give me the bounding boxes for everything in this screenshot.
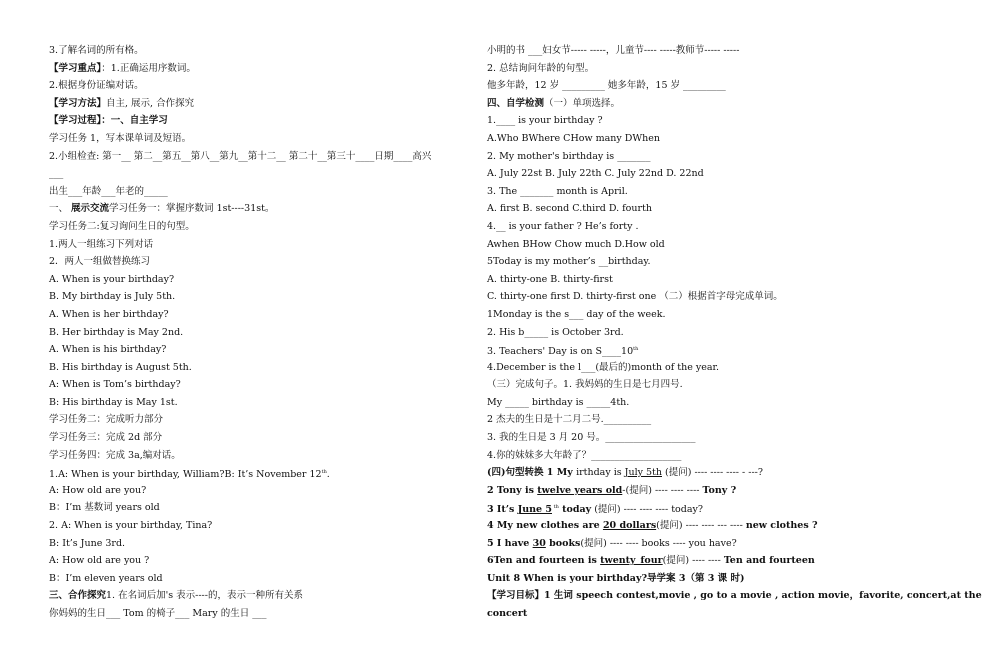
text-segment: Tony ? (702, 484, 737, 496)
right-text-line (487, 517, 907, 535)
right-text-line (487, 605, 907, 623)
left-text-line (49, 236, 467, 254)
text-segment: 2. 总结询问年龄的句型。 (487, 62, 595, 74)
left-text-line (49, 42, 467, 60)
right-text-line (487, 464, 907, 482)
text-segment: 2.小组检查: 第一__ 第二__第五__第八__第九__第十二__ 第二十__第三十____日期____高兴 (49, 150, 432, 162)
text-segment: th (321, 469, 327, 476)
left-text-line (49, 587, 467, 605)
text-segment: June 5 (517, 504, 552, 516)
text-segment: 3. Teachers' Day is on S____10 (487, 346, 634, 358)
text-segment: （一）单项选择。 (544, 97, 621, 109)
text-segment: 展示交流 (71, 203, 110, 215)
right-text-line (487, 359, 907, 377)
text-segment: 你妈妈的生日___ Tom 的椅子___ Mary 的生日 ___ (49, 608, 267, 619)
text-segment: 出生___年龄___年老的_____ (49, 185, 168, 197)
text-segment: B. My birthday is July 5th. (49, 291, 176, 303)
left-text-line (49, 535, 467, 553)
right-text-line (487, 535, 907, 553)
text-segment: A: When is Tom’s birthday? (49, 379, 181, 391)
right-text-line (487, 218, 907, 236)
text-segment: 小明的书 ___妇女节----- -----，儿童节---- -----教师节----- ----- (487, 45, 740, 56)
left-text-line (49, 200, 467, 218)
text-segment: ：1.正确运用序数词。 (101, 62, 196, 74)
left-text-line (49, 148, 467, 166)
right-text-line (487, 130, 907, 148)
text-segment: new clothes ? (745, 520, 818, 532)
text-segment: 2. My mother's birthday is _______ (487, 150, 651, 162)
text-segment: A. thirty-one B. thirty-first (487, 273, 613, 285)
text-segment: A. When is your birthday? (49, 273, 175, 285)
text-segment: 2.根据身份证编对话。 (49, 80, 144, 92)
left-text-line (49, 411, 467, 429)
right-text-line (487, 552, 907, 570)
left-text-line (49, 218, 467, 236)
right-text-line (487, 236, 907, 254)
right-text-line (487, 42, 907, 60)
text-segment: B：I’m 基数词 years old (49, 502, 160, 514)
text-segment: 2．两人一组做替换练习 (49, 256, 151, 268)
text-segment: 30 (532, 537, 546, 549)
left-text-line (49, 130, 467, 148)
right-text-line (487, 499, 907, 517)
left-text-line (49, 95, 467, 113)
text-segment: A. When is his birthday? (49, 344, 167, 356)
text-segment: C. thirty-one first D. thirty-first one （二）根据首字母完成单词。 (487, 291, 783, 303)
text-segment: ___ (49, 168, 64, 180)
left-text-line (49, 288, 467, 306)
text-segment: 四、自学检测 (487, 97, 545, 109)
left-text-line (49, 376, 467, 394)
text-segment: 【学习重点】 (49, 62, 102, 74)
left-text-line (49, 77, 467, 95)
text-segment: A. When is her birthday? (49, 308, 169, 320)
right-text-line (487, 271, 907, 289)
left-text-line (49, 60, 467, 78)
text-segment: 1Monday is the s___ day of the week. (487, 308, 666, 320)
right-column (487, 42, 982, 623)
left-text-line (49, 306, 467, 324)
left-text-line (49, 552, 467, 570)
text-segment: 他多年龄，12 岁 _________ 她多年龄，15 岁 _________ (487, 80, 726, 92)
text-segment: 4 My new clothes are (487, 520, 603, 532)
text-segment: (提问) ---- ---- (662, 555, 724, 567)
text-segment: Ten and fourteen (723, 555, 815, 567)
text-segment: （三）完成句子。1. 我妈妈的生日是七月四号. (487, 379, 683, 391)
right-text-line (487, 288, 907, 306)
text-segment: 3. 我的生日是 3 月 20 号。___________________ (487, 432, 696, 444)
text-segment: My _____ birthday is _____4th. (487, 396, 630, 408)
text-segment: . (326, 469, 330, 481)
right-text-line (487, 429, 907, 447)
right-text-line (487, 200, 907, 218)
right-text-line (487, 253, 907, 271)
left-text-line (49, 447, 467, 465)
text-segment: th (633, 346, 639, 353)
text-segment: 4.__ is your father ? He’s forty . (487, 220, 639, 232)
text-segment: 1.两人一组练习下列对话 (49, 238, 154, 250)
text-segment: 自主, 展示, 合作探究 (106, 97, 195, 109)
text-segment: 3. The _______ month is April. (487, 185, 628, 197)
right-text-line (487, 306, 907, 324)
text-segment: A: How old are you? (49, 484, 147, 496)
text-segment: (四)句型转换 1 My (487, 467, 577, 479)
text-segment: 2 Tony is (487, 484, 538, 496)
left-text-line (49, 464, 467, 482)
text-segment: 2 杰夫的生日是十二月二号.__________ (487, 414, 652, 426)
right-text-line (487, 77, 907, 95)
left-text-line (49, 570, 467, 588)
right-text-line (487, 324, 907, 342)
left-text-line (49, 112, 467, 130)
text-segment: 2. His b_____ is October 3rd. (487, 326, 624, 338)
text-segment: 一、 (49, 203, 72, 215)
text-segment: A: How old are you ? (49, 555, 150, 567)
text-segment: 1.____ is your birthday ? (487, 115, 603, 127)
right-text-line (487, 570, 907, 588)
text-segment: 3.了解名词的所有格。 (49, 45, 144, 56)
right-text-line (487, 183, 907, 201)
left-text-line (49, 165, 467, 183)
text-segment: irthday is (576, 467, 625, 479)
text-segment: (提问) ---- ---- ---- - ---? (662, 467, 763, 479)
text-segment: 20 dollars (602, 520, 657, 532)
right-text-line (487, 447, 907, 465)
left-text-line (49, 394, 467, 412)
text-segment: 【学习过程】：一、自主学习 (49, 115, 168, 127)
text-segment: 5 I have (487, 537, 533, 549)
text-segment: 1. 在名词后加's 表示----的，表示一种所有关系 (106, 590, 303, 602)
text-segment: 2. A: When is your birthday, Tina? (49, 520, 213, 532)
left-text-line (49, 429, 467, 447)
left-text-line (49, 271, 467, 289)
right-text-line (487, 411, 907, 429)
right-text-line (487, 341, 907, 359)
text-segment: Unit 8 When is your birthday?导学案 3（第 3 课 时) (487, 572, 745, 584)
text-segment: 1.A: When is your birthday, William?B: It’s November 12 (49, 469, 322, 481)
text-segment: A. first B. second C.third D. fourth (487, 203, 652, 215)
right-text-line (487, 165, 907, 183)
text-segment: 【学习目标】1 生词 speech contest,movie , go to a movie , action movie，favorite, concert,at the (487, 590, 982, 602)
text-segment: Awhen BHow Chow much D.How old (487, 238, 665, 250)
right-text-line (487, 95, 907, 113)
text-segment: th (552, 504, 559, 511)
text-segment: twelve years old (537, 484, 623, 496)
text-segment: -(提问) ---- ---- ---- (622, 484, 703, 496)
left-text-line (49, 359, 467, 377)
text-segment: (提问) ---- ---- books ---- you have? (580, 537, 737, 549)
text-segment: A. July 22st B. July 22th C. July 22nd D. 22nd (487, 168, 704, 180)
left-text-line (49, 341, 467, 359)
text-segment: B: His birthday is May 1st. (49, 396, 178, 408)
text-segment: twenty_four (600, 555, 663, 567)
text-segment: 3 It’s (487, 504, 518, 516)
left-text-line (49, 517, 467, 535)
text-segment: July 5th (624, 467, 662, 479)
left-text-line (49, 605, 467, 623)
text-segment: 4.December is the l___(最后的)month of the year. (487, 361, 720, 373)
text-segment: 4.你的妹妹多大年龄了？___________________ (487, 449, 682, 461)
left-text-line (49, 253, 467, 271)
text-segment: books (545, 537, 581, 549)
left-text-line (49, 482, 467, 500)
text-segment: 学习任务一：掌握序数词 1st----31st。 (109, 203, 275, 215)
text-segment: 【学习方法】 (49, 97, 107, 109)
left-text-line (49, 183, 467, 201)
text-segment: (提问) ---- ---- ---- today? (591, 504, 703, 516)
text-segment: B: It’s June 3rd. (49, 537, 126, 549)
left-text-line (49, 499, 467, 517)
right-text-line (487, 482, 907, 500)
text-segment: 6Ten and fourteen is (487, 555, 601, 567)
text-segment: today (558, 504, 592, 516)
text-segment: 学习任务四：完成 3a,编对话。 (49, 449, 181, 461)
right-text-line (487, 587, 982, 605)
text-segment: 学习任务二：完成听力部分 (49, 414, 164, 426)
text-segment: 学习任务三：完成 2d 部分 (49, 432, 163, 444)
text-segment: 三、合作探究 (49, 590, 107, 602)
text-segment: B. Her birthday is May 2nd. (49, 326, 184, 338)
left-text-line (49, 324, 467, 342)
right-text-line (487, 148, 907, 166)
text-segment: 学习任务 1，写本课单词及短语。 (49, 132, 192, 144)
text-segment: B. His birthday is August 5th. (49, 361, 192, 373)
text-segment: B：I’m eleven years old (49, 572, 163, 584)
text-segment: A.Who BWhere CHow many DWhen (487, 132, 661, 144)
right-text-line (487, 60, 907, 78)
right-text-line (487, 112, 907, 130)
text-segment: 学习任务二:复习询问生日的句型。 (49, 220, 195, 232)
left-column (49, 42, 467, 623)
right-text-line (487, 394, 907, 412)
right-text-line (487, 376, 907, 394)
text-segment: (提问) ---- ---- --- ---- (656, 520, 746, 532)
text-segment: concert (487, 608, 528, 619)
text-segment: 5Today is my mother’s __birthday. (487, 256, 651, 268)
